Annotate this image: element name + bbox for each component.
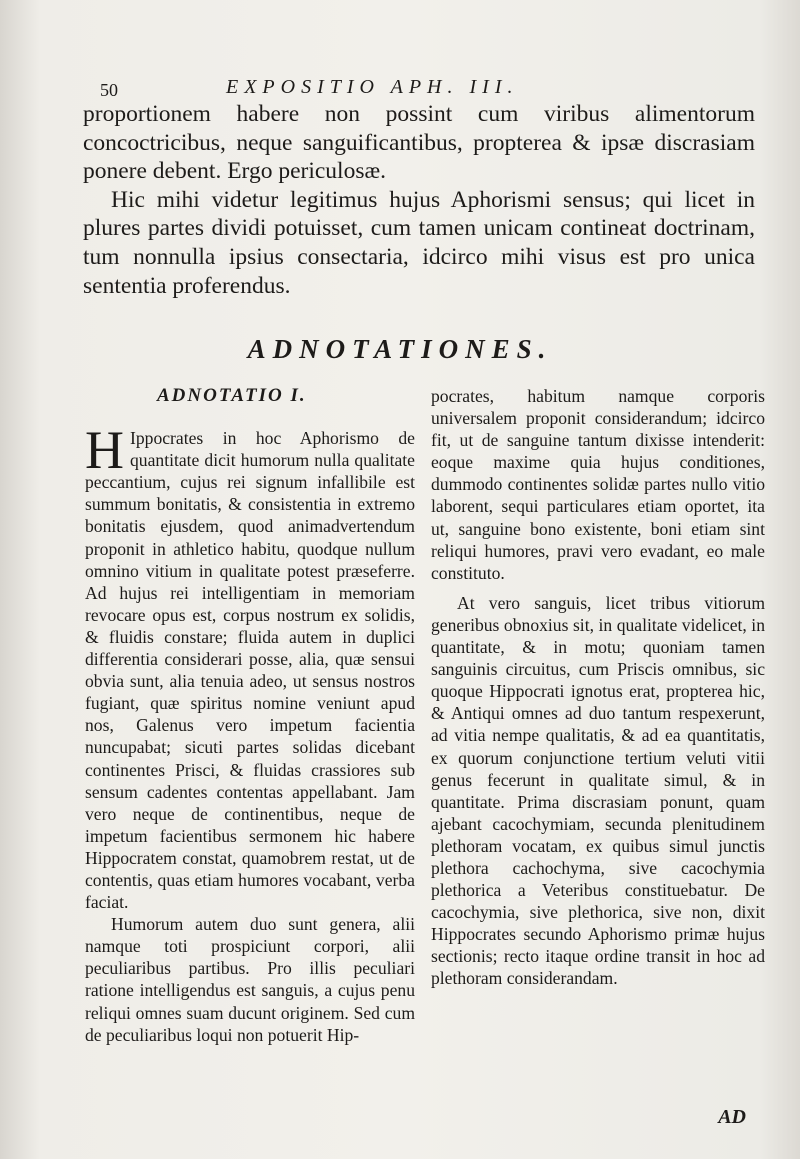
right-paragraph-2: At vero sanguis, licet tribus vitiorum generibus obnoxius sit, in qualitate videlicet, in quantitate, & in motu; quoniam tamen sanguinis circuitus, cum Priscis omnibus, sic quoque Hippocrati ignotus erat, propterea hic, & Antiqui omnes ad duo tantum respexerunt, ad vitia nempe qualitatis, & ad ea quantitatis, ex quorum conjunctione tertium veluti vitii genus fecerunt in qualitate simul, & in quantitate. Prima discrasiam ponunt, quam ajebant cacochymiam, secunda plenitudinem plethoram vocatam, ex quibus simul junctis plethora cachochyma, sive cacochymia plethorica a Veteribus constituebatur. De cacochymia, sive plethorica, sive non, dixit Hippocrates secundo Aphorismo primæ hujus sectionis; recto itaque ordine transit in hoc ad plethoram considerandam.: [431, 592, 765, 989]
left-paragraph-2: Humorum autem duo sunt genera, alii namque toti prospiciunt corpori, alii peculiaribus partibus. Pro illis peculiari ratione intelligendus est sanguis, a cujus penu reliqui omnes suam ducunt originem. Sed cum de peculiaribus loqui non potuerit Hip-: [85, 914, 415, 1045]
left-paragraph-1-text: Ippocrates in hoc Aphorismo de quantitate dicit humorum nulla qualitate peccantium, cujus rei signum infallibile est summum bonitatis, & consistentia in extremo bonitatis ejusdem, quod animadvertendum proponit in athletico habitu, quodque nullum omnino vitium in qualitate potest præseferre. Ad hujus rei intelligentiam in memoriam revocare opus est, corpus nostrum ex solidis, & fluidis constare; fluida autem in duplici differentia considerari posse, alia, quæ sensui obvia sunt, alia tenuia adeo, ut sensus nostros fugiant, quæ spiritus nomine veniunt apud nos, Galenus vero impetum facientia nuncupabat; sicuti partes solidas dicebant continentes Prisci, & fluidas crassiores sub sensum cadentes contentas appellabant. Jam vero neque de continentibus, neque de impetum facientibus sermonem hic habere Hippocratem constat, quamobrem restat, ut de contentis, quas etiam humores vocabant, verba faciat.: [85, 428, 415, 913]
right-column: [431, 385, 765, 990]
catchword: AD: [718, 1106, 746, 1128]
top-paragraph-2: Hic mihi videtur legitimus hujus Aphorismi sensus; qui licet in plures partes dividi potuisset, cum tamen unicam contineat doctrinam, tum nonnulla ipsius consectaria, idcirco mihi visus est pro unica sententia proferendus.: [83, 186, 755, 299]
page-number: 50: [100, 80, 118, 100]
left-column: [85, 385, 415, 1046]
right-paragraph-1: pocrates, habitum namque corporis universalem proponit considerandum; idcirco fit, ut de sanguine tantum dixisse intenderit: eoque maxime quia hujus conditiones, dummodo continentes solidæ partes nullo vitio laborent, sequi particulares etiam oportet, ita ut, sanguine bono existente, boni etiam sint reliqui humores, pravi vero evadant, eo male constituto.: [431, 386, 765, 583]
left-paragraph-1: [85, 420, 415, 913]
running-head: EXPOSITIO APH. III.: [226, 76, 519, 98]
drop-cap: H: [85, 420, 124, 481]
section-title: ADNOTATIONES.: [247, 334, 553, 364]
page-header: [100, 72, 740, 102]
top-paragraph-1: proportionem habere non possint cum viribus alimentorum concoctricibus, neque sanguificantibus, propterea & ipsæ discrasiam ponere debent. Ergo periculosæ.: [83, 101, 755, 185]
top-text-block: [83, 100, 755, 300]
subtitle-adnotatio: ADNOTATIO I.: [157, 385, 307, 406]
